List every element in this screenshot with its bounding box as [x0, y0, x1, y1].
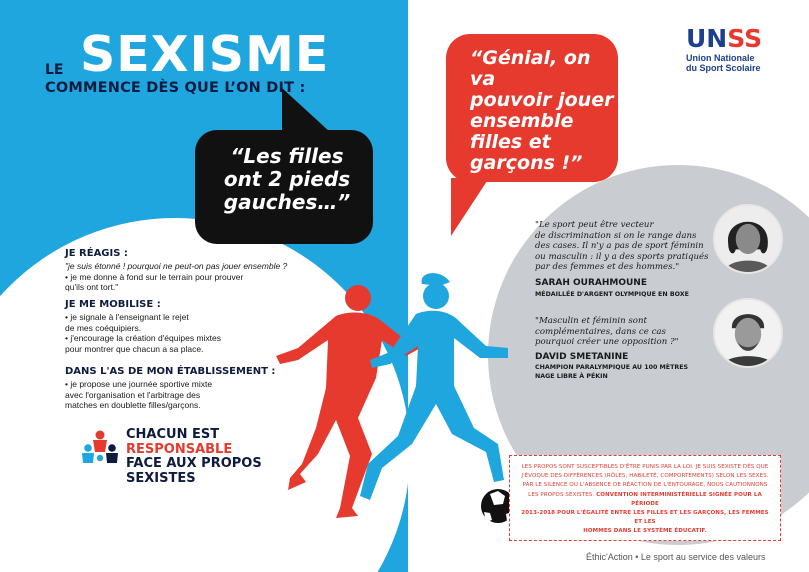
football-players-illustration	[240, 268, 540, 538]
black-bubble-line: ont 2 pieds	[223, 167, 351, 191]
quote-line: par des femmes et des hommes."	[535, 262, 680, 273]
red-bubble-tail	[451, 178, 489, 236]
quote-sarah	[535, 220, 709, 273]
slogan-line-highlight: RESPONSABLE	[126, 441, 233, 457]
logo-mark-part: SS	[727, 24, 763, 53]
red-player-silhouette	[276, 285, 424, 518]
headline-le: LE	[45, 62, 64, 78]
red-bubble-line: filles et	[470, 131, 551, 153]
section-line: avec l'organisation et l'arbitrage des	[65, 389, 201, 400]
blue-player-silhouette	[360, 273, 508, 500]
disclaimer-line	[517, 509, 773, 527]
section-body-as	[65, 379, 212, 411]
disclaimer-line	[517, 527, 773, 536]
headline-sexisme: SEXISME	[80, 26, 330, 83]
disclaimer-text: LES PROPOS SEXISTES.	[528, 491, 595, 498]
footer-tagline: Éthic'Action • Le sport au service des valeurs	[586, 552, 766, 562]
quote-line: "Masculin et féminin sont	[535, 316, 647, 326]
section-line: • j'encourage la création d'équipes mixtes	[65, 333, 222, 343]
logo-caption: Union Nationale	[686, 53, 755, 63]
quote-line: "Le sport peut être vecteur	[535, 220, 654, 230]
black-bubble-quote	[208, 145, 366, 214]
section-body-mobilise	[65, 312, 221, 354]
person-portrait-icon	[715, 206, 781, 272]
section-line: qu'ils ont tort."	[65, 282, 119, 292]
slogan-line: FACE AUX PROPOS	[126, 456, 262, 471]
logo-caption: du Sport Scolaire	[686, 63, 761, 73]
speaker-title-sarah: MÉDAILLÉE D'ARGENT OLYMPIQUE EN BOXE	[535, 291, 689, 298]
person-portrait-icon	[715, 300, 781, 366]
unss-logo-mark	[686, 24, 778, 53]
red-bubble-line: “Génial, on va	[470, 47, 591, 90]
speaker-name-sarah: SARAH OURAHMOUNE	[535, 278, 647, 288]
red-bubble-line: ensemble	[470, 110, 574, 132]
black-bubble-line: gauches…”	[223, 190, 351, 214]
headline-commence: COMMENCE DÈS QUE L’ON DIT :	[45, 80, 306, 96]
section-title-mobilise: JE ME MOBILISE :	[65, 299, 161, 310]
black-bubble-line: “Les filles	[230, 144, 344, 168]
section-line: pour montrer que chacun a sa place.	[65, 343, 204, 354]
speaker-name-david: DAVID SMETANINE	[535, 352, 629, 362]
disclaimer-bold-text: HOMMES DANS LE SYSTÈME ÉDUCATIF.	[583, 528, 707, 535]
disclaimer-line	[517, 491, 773, 509]
quote-line: de discrimination si on le range dans	[535, 230, 697, 241]
disclaimer-bold-text: CONVENTION INTERMINISTÉRIELLE SIGNÉE POUR LA PÉRIODE	[596, 491, 762, 507]
black-bubble-tail	[282, 88, 330, 132]
red-bubble-quote	[470, 48, 620, 174]
section-line: • je propose une journée sportive mixte	[65, 379, 213, 389]
people-group-icon	[80, 428, 120, 468]
portrait-sarah	[713, 204, 783, 274]
section-line: • je me donne à fond sur le terrain pour prouver	[65, 271, 244, 282]
section-line: "je suis étonné ! pourquoi ne peut-on pas jouer ensemble ?	[65, 261, 288, 271]
quote-line: ou masculin : il y a des sports pratiqués	[535, 251, 709, 262]
quote-line: des cases. Il n'y a pas de sport féminin	[535, 241, 704, 252]
quote-line: complémentaires, dans ce cas	[535, 326, 666, 337]
slogan-line: CHACUN EST	[126, 427, 220, 442]
speaker-title-david	[535, 363, 688, 381]
speaker-title-line: CHAMPION PARALYMPIQUE AU 100 MÈTRES	[535, 364, 689, 371]
section-title-as: DANS L'AS DE MON ÉTABLISSEMENT :	[65, 366, 276, 377]
unss-logo	[686, 24, 778, 73]
disclaimer-line: PAR LE SILENCE OU L'ABSENCE DE RÉACTION DE L'ENTOURAGE, NOUS CAUTIONNONS	[522, 482, 768, 489]
red-bubble-line: pouvoir jouer	[470, 89, 614, 111]
disclaimer-line: J'ÉVOQUE DES DIFFÉRENCES (RÔLES, HABILETÉ, COMPORTEMENTS) SELON LES SEXES.	[521, 473, 769, 480]
section-line: • je signale à l'enseignant le rejet	[65, 312, 189, 322]
speaker-title-line: NAGE LIBRE À PÉKIN	[535, 373, 608, 380]
section-line: matches en doublette filles/garçons.	[65, 400, 201, 410]
quote-line: pourquoi créer une opposition ?"	[535, 337, 679, 348]
legal-disclaimer-box	[509, 455, 781, 541]
slogan-line: SEXISTES	[126, 470, 196, 486]
disclaimer-line: LES PROPOS SONT SUSCEPTIBLES D'ÊTRE PUNIS PAR LA LOI. JE SUIS SEXISTE DÈS QUE	[521, 464, 769, 470]
quote-david	[535, 316, 679, 348]
portrait-david	[713, 298, 783, 368]
disclaimer-bold-text: 2013-2018 POUR L'ÉGALITÉ ENTRE LES FILLES ET LES GARÇONS, LES FEMMES ET LES	[521, 510, 769, 526]
section-line: de mes coéquipiers.	[65, 322, 142, 333]
logo-mark-part: UN	[686, 24, 728, 53]
section-title-reagis: JE RÉAGIS :	[65, 248, 128, 259]
red-bubble-line: garçons !”	[470, 152, 583, 174]
